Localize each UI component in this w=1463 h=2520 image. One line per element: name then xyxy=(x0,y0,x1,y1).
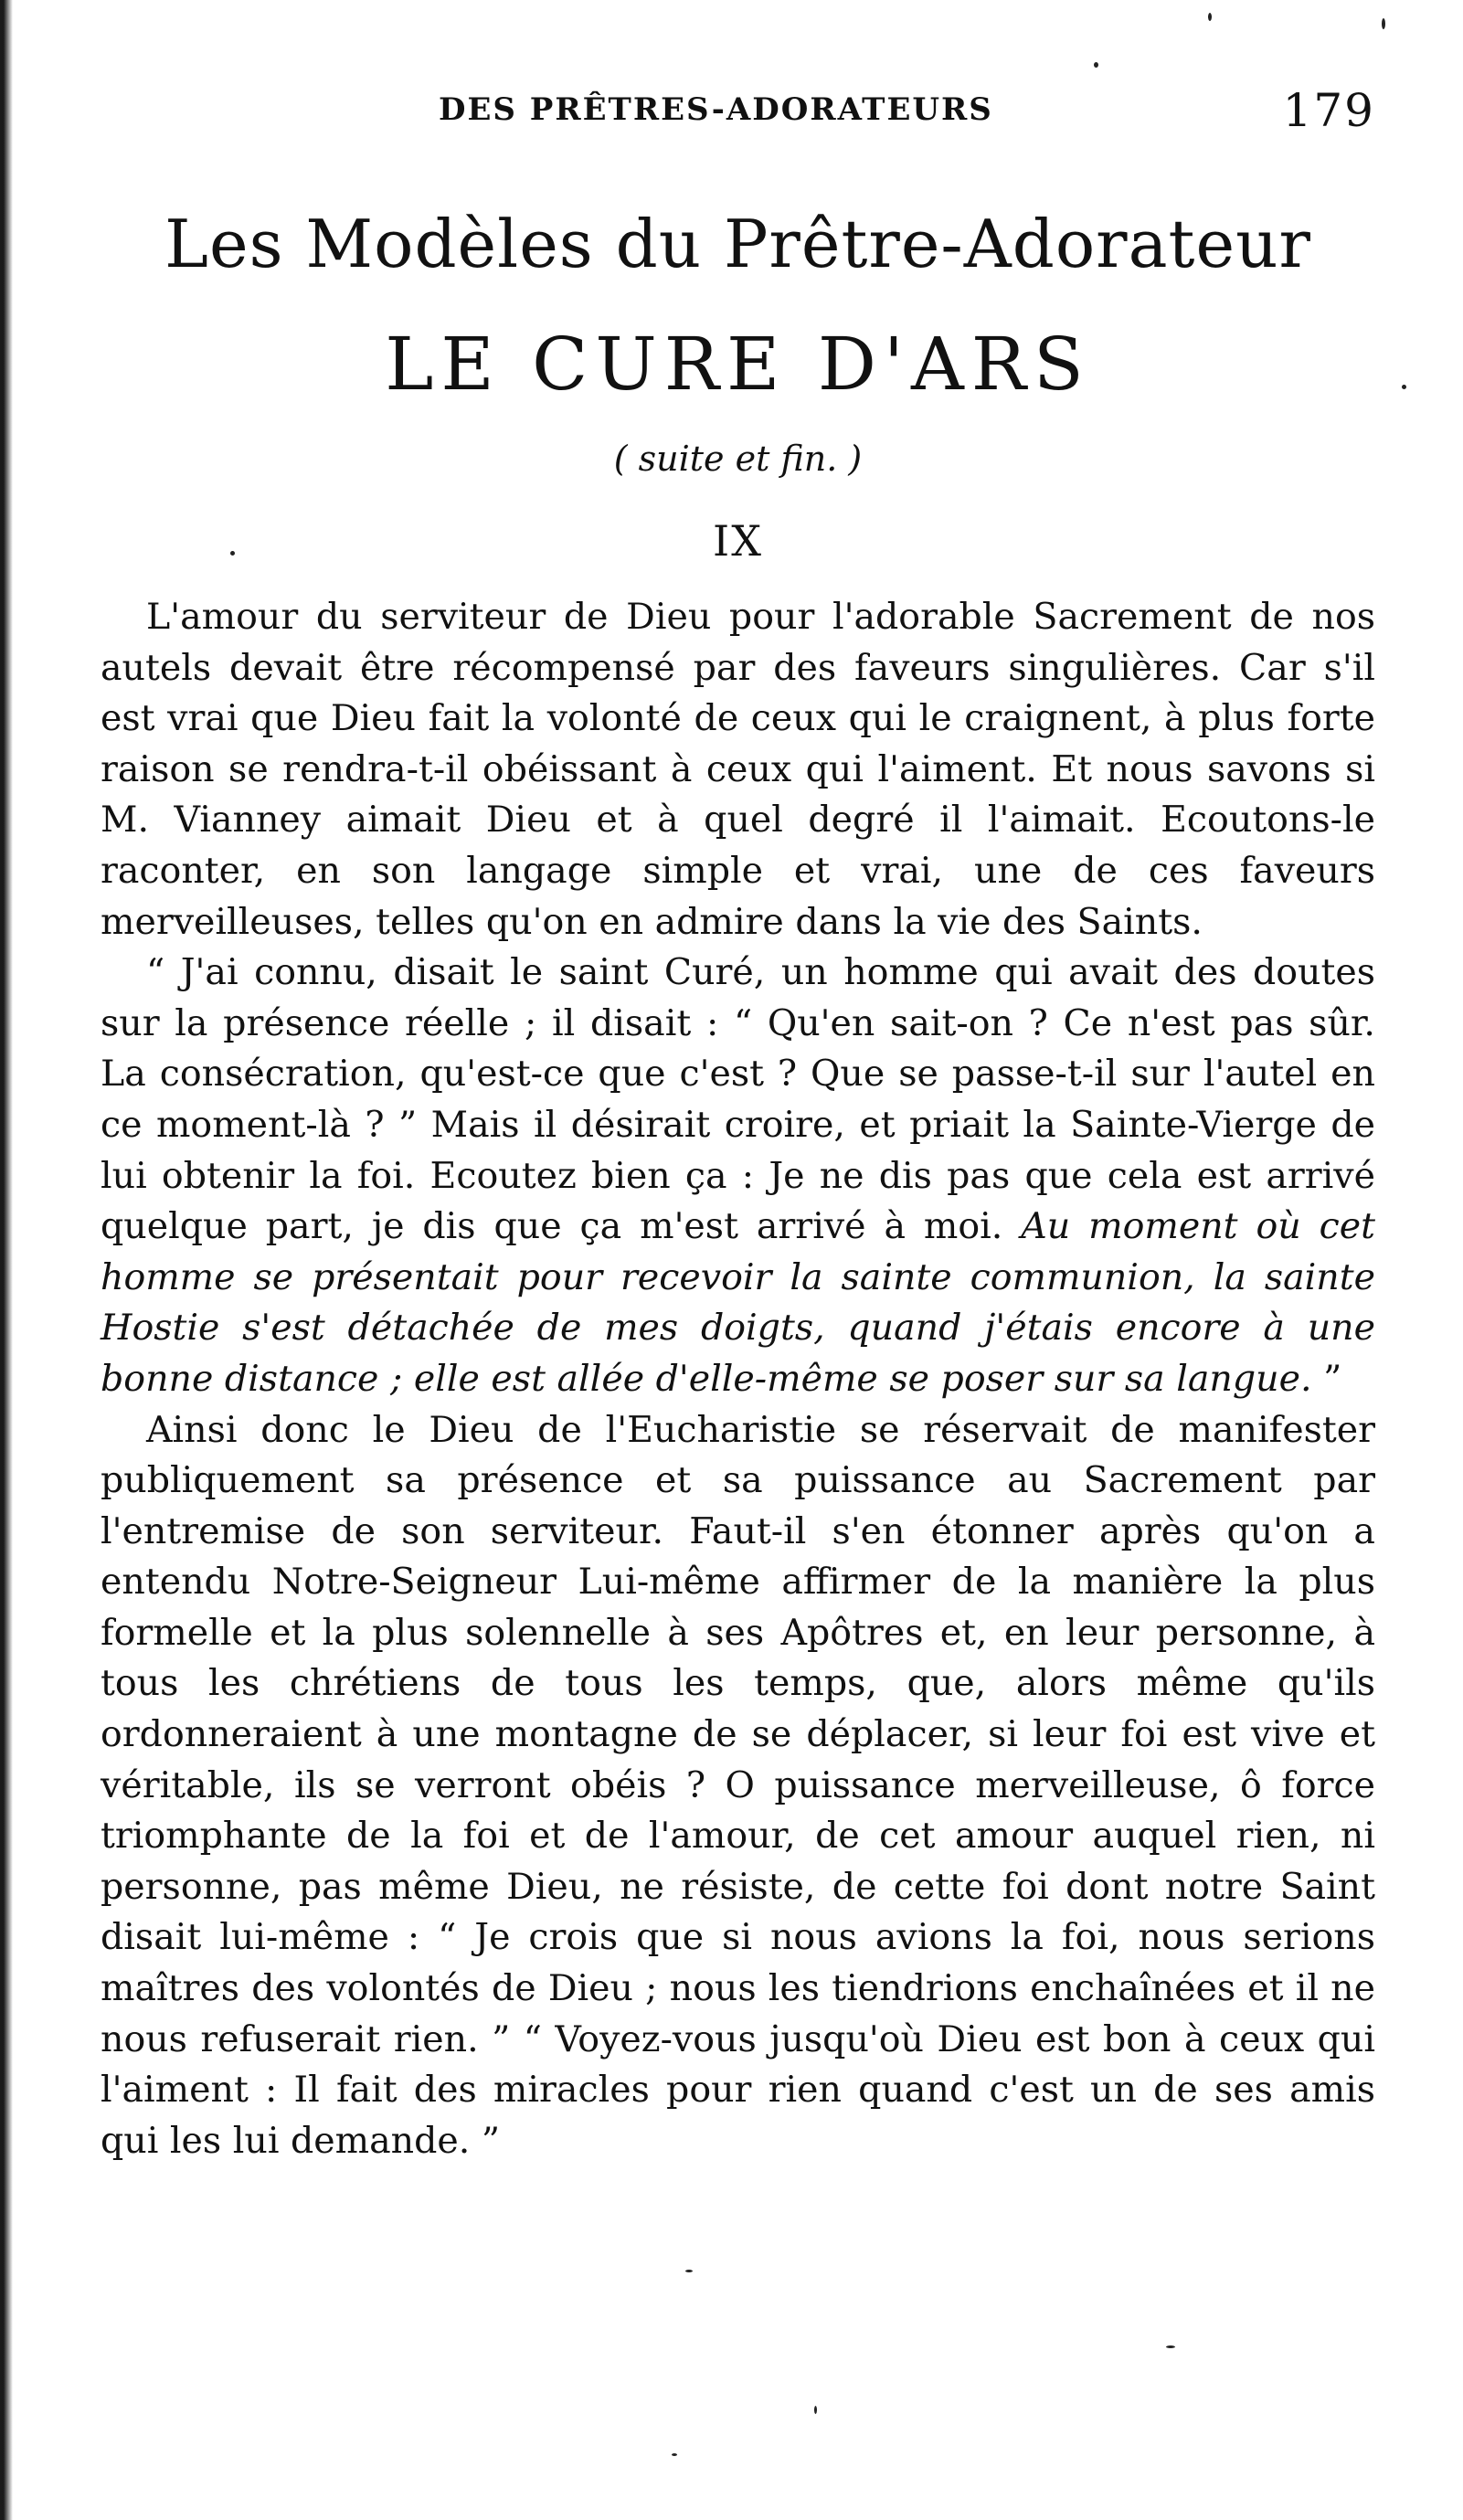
running-title: DES PRÊTRES-ADORATEURS xyxy=(439,91,993,128)
paragraph-2-quote: “ J'ai connu, disait le saint Curé, un homme qui avait des doutes sur la présence réelle ; il disait : “ Qu'en sait-on ? Ce n'est pas sûr. La consécration, qu'est-ce que c'est ? Que se passe-t-il sur l'autel en ce moment-là ? ” Mais il désirait croire, et priait la Sainte-Vierge de lui obtenir la foi. Ecoutez bien ça : Je ne dis pas que cela est arrivé quelque part, je dis que ça m'est arrivé à moi. xyxy=(101,951,1375,1248)
section-title: Les Modèles du Prêtre-Adorateur xyxy=(164,206,1311,282)
scan-speck xyxy=(1166,2345,1175,2348)
article-subtitle: ( suite et fin. ) xyxy=(613,439,863,479)
running-header xyxy=(101,84,1375,139)
scan-speck xyxy=(230,551,235,556)
paragraph-3: Ainsi donc le Dieu de l'Eucharistie se réservait de manifester publiquement sa présence et sa puissance au Sacrement par l'entremise de son serviteur. Faut-il s'en étonner après qu'on a entendu Notre-Seigneur Lui-même affirmer de la manière la plus formelle et la plus solennelle à ses Apôtres et, en leur personne, à tous les chrétiens de tous les temps, que, alors même qu'ils ordonneraient à une montagne de se déplacer, si leur foi est vive et véritable, ils se verront obéis ? O puissance merveilleuse, ô force triomphante de la foi et de l'amour, de cet amour auquel rien, ni personne, pas même Dieu, ne résiste, de cette foi dont notre Saint disait lui-même : “ Je crois que si nous avions la foi, nous serions maîtres des volontés de Dieu ; nous les tiendrions enchaînées et il ne nous refuserait rien. ” “ Voyez-vous jusqu'où Dieu est bon à ceux qui l'aiment : Il fait des miracles pour rien quand c'est un de ses amis qui les lui demande. ” xyxy=(101,1408,1375,2162)
page-edge-shadow xyxy=(0,0,15,2520)
scan-speck xyxy=(1402,385,1406,389)
paragraph-2-closing-quote: ” xyxy=(1323,1357,1342,1400)
paragraph-1: L'amour du serviteur de Dieu pour l'adorable Sacrement de nos autels devait être récompensé par des faveurs singulières. Car s'il est vrai que Dieu fait la volonté de ceux qui le craignent, à plus forte raison se rendra-t-il obéissant à ceux qui l'aiment. Et nous savons si M. Vianney aimait Dieu et à quel degré il l'aimait. Ecoutons-le raconter, en son langage simple et vrai, une de ces faveurs merveilleuses, telles qu'on en admire dans la vie des Saints. xyxy=(101,596,1375,943)
scan-speck xyxy=(814,2406,817,2414)
article-title: LE CURE D'ARS xyxy=(385,322,1091,407)
scan-speck xyxy=(685,2270,693,2272)
scan-speck xyxy=(1094,62,1098,68)
page-number: 179 xyxy=(1282,84,1375,137)
scan-speck xyxy=(1208,13,1212,21)
scan-speck xyxy=(1382,18,1385,29)
chapter-number: IX xyxy=(713,516,763,566)
scan-speck xyxy=(672,2453,677,2456)
paragraph-2-italic-quote: Au moment où cet homme se présentait pour recevoir la sainte communion, la sainte Hostie s'est détachée de mes doigts, quand j'étais encore à une bonne distance ; elle est allée d'elle-même se poser sur sa langue. xyxy=(101,1205,1375,1400)
paragraph-2 xyxy=(101,948,1375,1404)
article-body xyxy=(101,592,1375,2166)
